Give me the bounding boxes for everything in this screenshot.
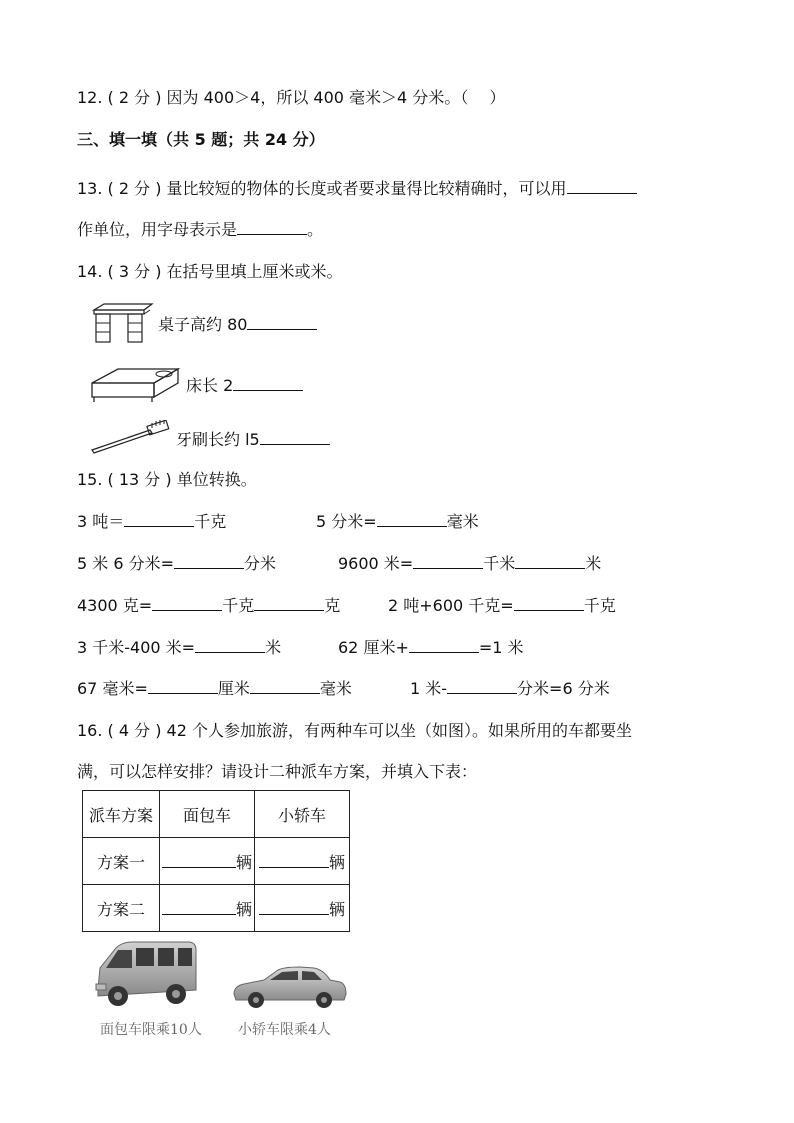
conversion-text: 62 厘米+ xyxy=(338,638,409,657)
row-label: 方案一 xyxy=(83,838,160,885)
desk-item xyxy=(158,313,317,337)
answer-blank[interactable] xyxy=(413,552,483,569)
unit-label: 辆 xyxy=(235,899,252,919)
conversion-row xyxy=(316,510,479,534)
conversion-unit: 米 xyxy=(585,554,602,573)
table-header-row xyxy=(83,791,350,838)
answer-blank[interactable] xyxy=(195,636,265,653)
unit-label: 辆 xyxy=(328,899,345,919)
conversion-text: 2 吨+600 千克= xyxy=(388,596,514,615)
question-13-line2 xyxy=(77,218,323,242)
unit-label: 辆 xyxy=(235,852,252,872)
dispatch-plan-table xyxy=(82,790,350,932)
car-caption: 小轿车限乘4人 xyxy=(238,1022,331,1038)
conversion-text: 5 分米= xyxy=(316,512,377,531)
table-cell xyxy=(160,885,255,932)
conversion-unit: 分米=6 分米 xyxy=(517,679,610,698)
conversion-unit: 千克 xyxy=(222,596,255,615)
answer-blank[interactable] xyxy=(162,851,236,868)
conversion-row xyxy=(388,594,616,618)
answer-blank[interactable] xyxy=(409,636,479,653)
section-title: 三、填一填（共 5 题；共 24 分） xyxy=(77,130,325,149)
conversion-text: 9600 米= xyxy=(338,554,414,573)
conversion-text: 3 千米-400 米= xyxy=(77,638,196,657)
unit-label: 辆 xyxy=(328,852,345,872)
conversion-row xyxy=(77,636,281,660)
answer-blank[interactable] xyxy=(515,552,585,569)
conversion-text: 4300 克= xyxy=(77,596,153,615)
question-12: 12. ( 2 分 ) 因为 400＞4，所以 400 毫米＞4 分米。（ ） xyxy=(77,88,506,107)
bed-item xyxy=(186,374,303,398)
conversion-text: 1 米- xyxy=(410,679,448,698)
conversion-unit: 千克 xyxy=(194,512,227,531)
answer-blank[interactable] xyxy=(259,898,329,915)
answer-blank[interactable] xyxy=(447,677,517,694)
answer-blank[interactable] xyxy=(237,218,307,235)
answer-blank[interactable] xyxy=(148,677,218,694)
answer-blank[interactable] xyxy=(152,594,222,611)
conversion-unit: =1 米 xyxy=(478,638,524,657)
answer-blank[interactable] xyxy=(250,677,320,694)
answer-blank[interactable] xyxy=(514,594,584,611)
answer-blank[interactable] xyxy=(254,594,324,611)
question-14-title: 14. ( 3 分 ) 在括号里填上厘米或米。 xyxy=(77,262,343,281)
conversion-unit: 毫米 xyxy=(446,512,479,531)
table-header: 小轿车 xyxy=(255,791,350,838)
table-header: 派车方案 xyxy=(83,791,160,838)
answer-blank[interactable] xyxy=(567,177,637,194)
desk-label: 桌子高约 80 xyxy=(158,315,248,334)
conversion-unit: 千克 xyxy=(583,596,616,615)
van-caption: 面包车限乘10人 xyxy=(100,1022,202,1038)
answer-blank[interactable] xyxy=(162,898,236,915)
conversion-text: 3 吨＝ xyxy=(77,512,125,531)
answer-blank[interactable] xyxy=(247,313,317,330)
conversion-unit: 克 xyxy=(324,596,341,615)
toothbrush-item xyxy=(176,428,330,452)
bed-label: 床长 2 xyxy=(186,376,234,395)
table-row xyxy=(83,838,350,885)
question-13-prefix: 作单位，用字母表示是 xyxy=(77,220,238,239)
desk-icon xyxy=(90,302,154,344)
van-icon xyxy=(92,938,200,1014)
question-16-line2: 满，可以怎样安排？请设计二种派车方案，并填入下表： xyxy=(77,762,478,781)
conversion-row xyxy=(77,594,340,618)
conversion-unit: 毫米 xyxy=(319,679,352,698)
question-13-suffix: 。 xyxy=(307,220,324,239)
conversion-text: 5 米 6 分米= xyxy=(77,554,175,573)
answer-blank[interactable] xyxy=(233,374,303,391)
answer-blank[interactable] xyxy=(260,428,330,445)
question-13-line1 xyxy=(77,177,637,201)
conversion-unit: 米 xyxy=(265,638,282,657)
conversion-row xyxy=(77,510,226,534)
conversion-row xyxy=(338,552,601,576)
question-13-text: 13. ( 2 分 ) 量比较短的物体的长度或者要求量得比较精确时，可以用 xyxy=(77,179,567,198)
question-16-line1: 16. ( 4 分 ) 42 个人参加旅游，有两种车可以坐（如图）。如果所用的车都要坐 xyxy=(77,721,632,740)
answer-blank[interactable] xyxy=(174,552,244,569)
answer-blank[interactable] xyxy=(124,510,194,527)
answer-blank[interactable] xyxy=(377,510,447,527)
conversion-row xyxy=(77,552,276,576)
car-icon xyxy=(230,964,348,1010)
toothbrush-icon xyxy=(88,420,172,454)
table-cell xyxy=(255,838,350,885)
conversion-row xyxy=(410,677,610,701)
table-header: 面包车 xyxy=(160,791,255,838)
row-label: 方案二 xyxy=(83,885,160,932)
table-cell xyxy=(255,885,350,932)
bed-icon xyxy=(88,365,182,405)
conversion-unit: 千米 xyxy=(483,554,516,573)
conversion-row xyxy=(77,677,352,701)
conversion-text: 67 毫米= xyxy=(77,679,148,698)
answer-blank[interactable] xyxy=(259,851,329,868)
table-cell xyxy=(160,838,255,885)
toothbrush-label: 牙刷长约 l5 xyxy=(176,430,260,449)
table-row xyxy=(83,885,350,932)
conversion-row xyxy=(338,636,524,660)
conversion-unit: 厘米 xyxy=(217,679,250,698)
conversion-unit: 分米 xyxy=(244,554,277,573)
question-15-title: 15. ( 13 分 ) 单位转换。 xyxy=(77,470,257,489)
